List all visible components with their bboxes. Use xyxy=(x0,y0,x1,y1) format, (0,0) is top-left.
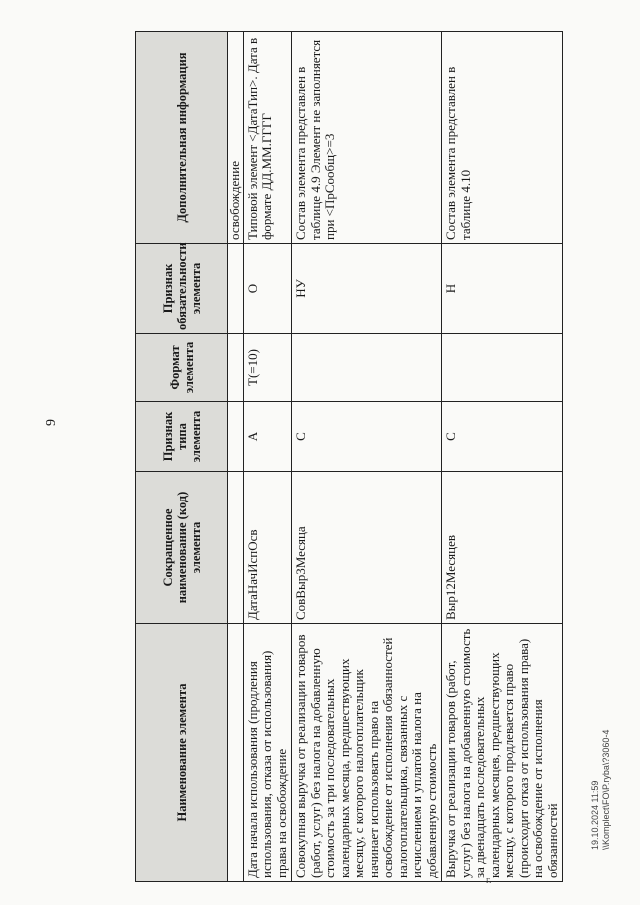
margin-mark: г. xyxy=(486,875,492,886)
cell-required: Н xyxy=(442,244,563,334)
cell-info: освобождение xyxy=(228,32,244,244)
cell-code: СовВыр3Месяца xyxy=(292,472,442,624)
cell-type: С xyxy=(442,402,563,472)
header-type: Признак типа элемента xyxy=(136,402,228,472)
cell-name: Дата начала использования (продления использования, отказа от использования) права на освобождение xyxy=(243,624,292,882)
table-header-row xyxy=(136,32,228,882)
cell-required: О xyxy=(243,244,292,334)
cell-name: Выручка от реализации товаров (работ, услуг) без налога на добавленную стоимость за двенадцать последовательных календарных месяцев, предшествующих месяцу, с которого продлевается право (происходит отказ от использования права) на освобождение от исполнения обязанностей xyxy=(442,624,563,882)
cell-name xyxy=(228,624,244,882)
cell-type xyxy=(228,402,244,472)
cell-info: Состав элемента представлен в таблице 4.9 Элемент не заполняется при <ПрСообщ>=3 xyxy=(292,32,442,244)
cell-code: ДатаНачИспОсв xyxy=(243,472,292,624)
rotated-table-container xyxy=(135,32,615,882)
cell-format xyxy=(442,334,563,402)
header-required: Признак обязательности элемента xyxy=(136,244,228,334)
header-code: Сокращенное наименование (код) элемента xyxy=(136,472,228,624)
footer-line: \\Komplect\FO\P.ryba\?3060-4 xyxy=(601,729,611,850)
cell-required: НУ xyxy=(292,244,442,334)
header-info: Дополнительная информация xyxy=(136,32,228,244)
cell-format xyxy=(292,334,442,402)
table-row xyxy=(243,32,292,882)
elements-table xyxy=(135,31,563,882)
cell-type: А xyxy=(243,402,292,472)
table-row xyxy=(228,32,244,882)
cell-format: T(=10) xyxy=(243,334,292,402)
page-number: 9 xyxy=(44,419,59,426)
cell-info: Типовой элемент <ДатаТип>. Дата в формате ДД.ММ.ГГГГ xyxy=(243,32,292,244)
cell-type: С xyxy=(292,402,442,472)
table-row xyxy=(292,32,442,882)
cell-format xyxy=(228,334,244,402)
cell-required xyxy=(228,244,244,334)
cell-info: Состав элемента представлен в таблице 4.10 xyxy=(442,32,563,244)
cell-code: Выр12Месяцев xyxy=(442,472,563,624)
cell-name: Совокупная выручка от реализации товаров (работ, услуг) без налога на добавленную стоимость за три последовательных календарных месяца, предшествующих месяцу, с которого налогоплательщик начинает использовать право на освобождение от исполнения обязанностей налогоплательщика, связанных с исчислением и уплатой налога на добавленную стоимость xyxy=(292,624,442,882)
header-name: Наименование элемента xyxy=(136,624,228,882)
table-row xyxy=(442,32,563,882)
cell-code xyxy=(228,472,244,624)
header-format: Формат элемента xyxy=(136,334,228,402)
footer-line: 19.10.2024 11:59 xyxy=(590,780,600,850)
